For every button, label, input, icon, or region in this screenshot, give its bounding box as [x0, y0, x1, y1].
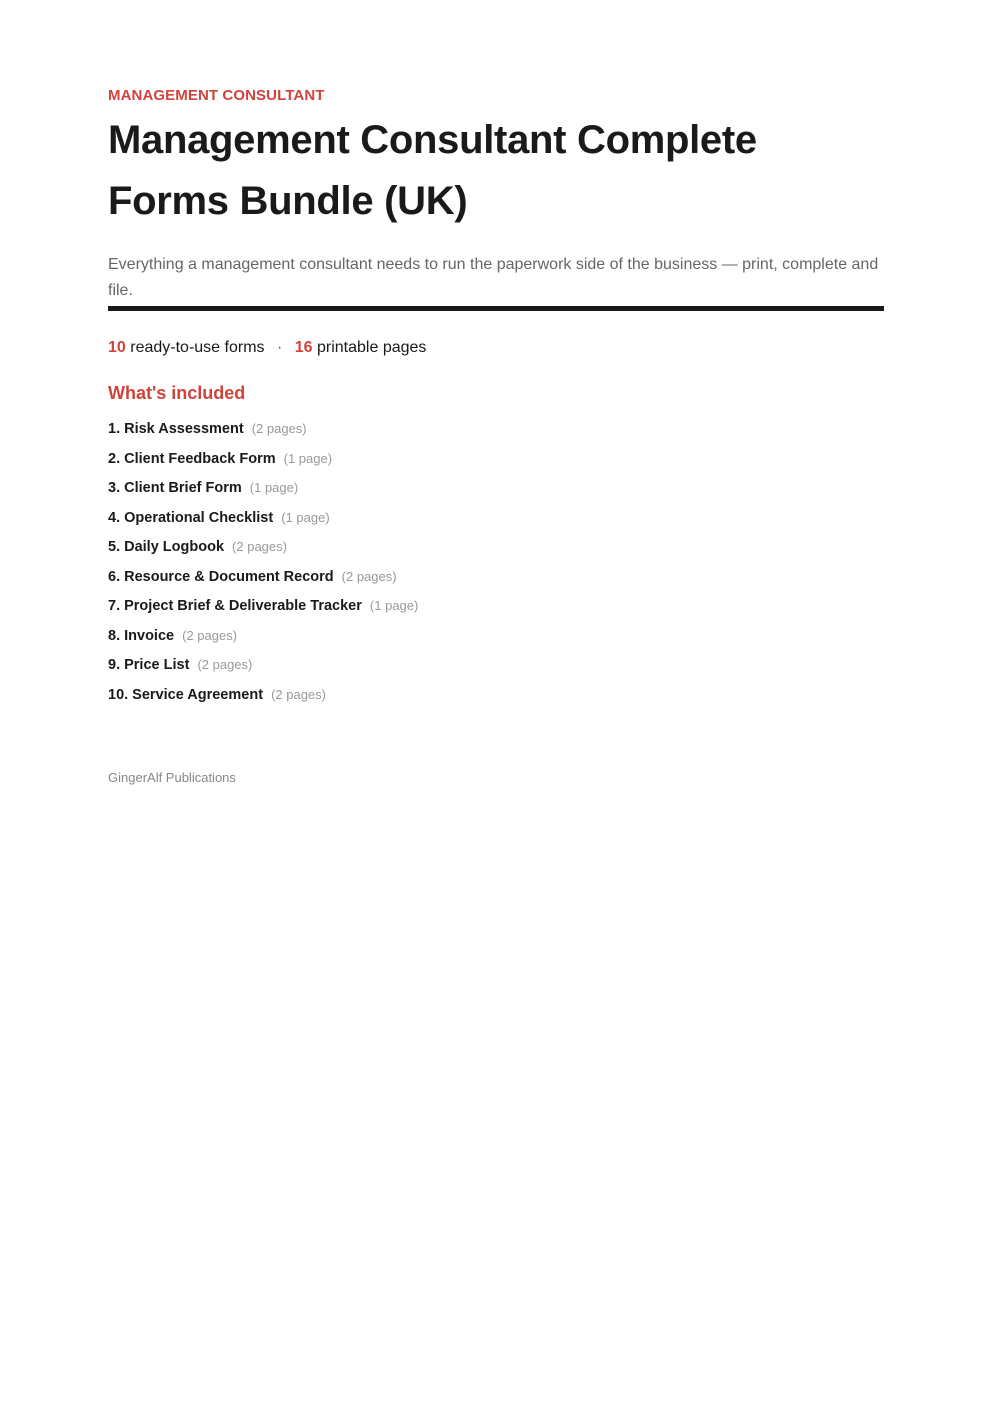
form-page-count: (2 pages): [341, 568, 397, 584]
header-divider: [108, 306, 884, 311]
pages-count: 16: [294, 339, 313, 356]
form-page-count: (2 pages): [232, 539, 287, 554]
category-eyebrow: MANAGEMENT CONSULTANT: [108, 87, 325, 104]
list-item: [108, 655, 884, 685]
list-item: [108, 596, 884, 626]
list-item: [108, 419, 884, 449]
form-name: 2. Client Feedback Form: [108, 450, 276, 467]
forms-count: 10: [108, 339, 126, 356]
form-name: 6. Resource & Document Record: [108, 568, 334, 585]
form-page-count: (2 pages): [182, 627, 238, 643]
form-name: 9. Price List: [108, 657, 190, 673]
form-name: 5. Daily Logbook: [108, 539, 225, 555]
page-title: Management Consultant Complete Forms Bundle (UK): [108, 118, 757, 223]
form-page-count: (2 pages): [271, 686, 326, 702]
list-item: [108, 567, 884, 597]
stats-separator: ·: [276, 339, 283, 356]
list-item: [108, 626, 884, 656]
forms-list: [108, 419, 884, 714]
form-page-count: (2 pages): [197, 657, 253, 672]
form-page-count: (1 page): [369, 598, 419, 613]
form-page-count: (1 page): [281, 509, 330, 525]
bundle-stats: [108, 337, 884, 359]
publisher-footer: GingerAlf Publications: [108, 770, 236, 785]
list-item: [108, 449, 884, 479]
form-name: 4. Operational Checklist: [108, 509, 274, 526]
forms-label: ready-to-use forms: [130, 339, 265, 356]
form-page-count: (2 pages): [251, 421, 307, 436]
list-item: [108, 537, 884, 567]
form-page-count: (1 page): [283, 450, 333, 466]
page-subtitle: Everything a management consultant needs to run the paperwork side of the business — print, complete and file.: [108, 256, 879, 299]
form-page-count: (1 page): [249, 480, 299, 495]
list-item: [108, 478, 884, 508]
list-item: [108, 508, 884, 538]
list-item: [108, 685, 884, 715]
form-name: 8. Invoice: [108, 627, 175, 644]
pages-label: printable pages: [317, 339, 427, 356]
form-name: 10. Service Agreement: [108, 686, 264, 703]
form-name: 3. Client Brief Form: [108, 480, 242, 496]
form-name: 7. Project Brief & Deliverable Tracker: [108, 598, 362, 614]
form-name: 1. Risk Assessment: [108, 421, 244, 437]
whats-included-heading: What's included: [108, 383, 246, 403]
